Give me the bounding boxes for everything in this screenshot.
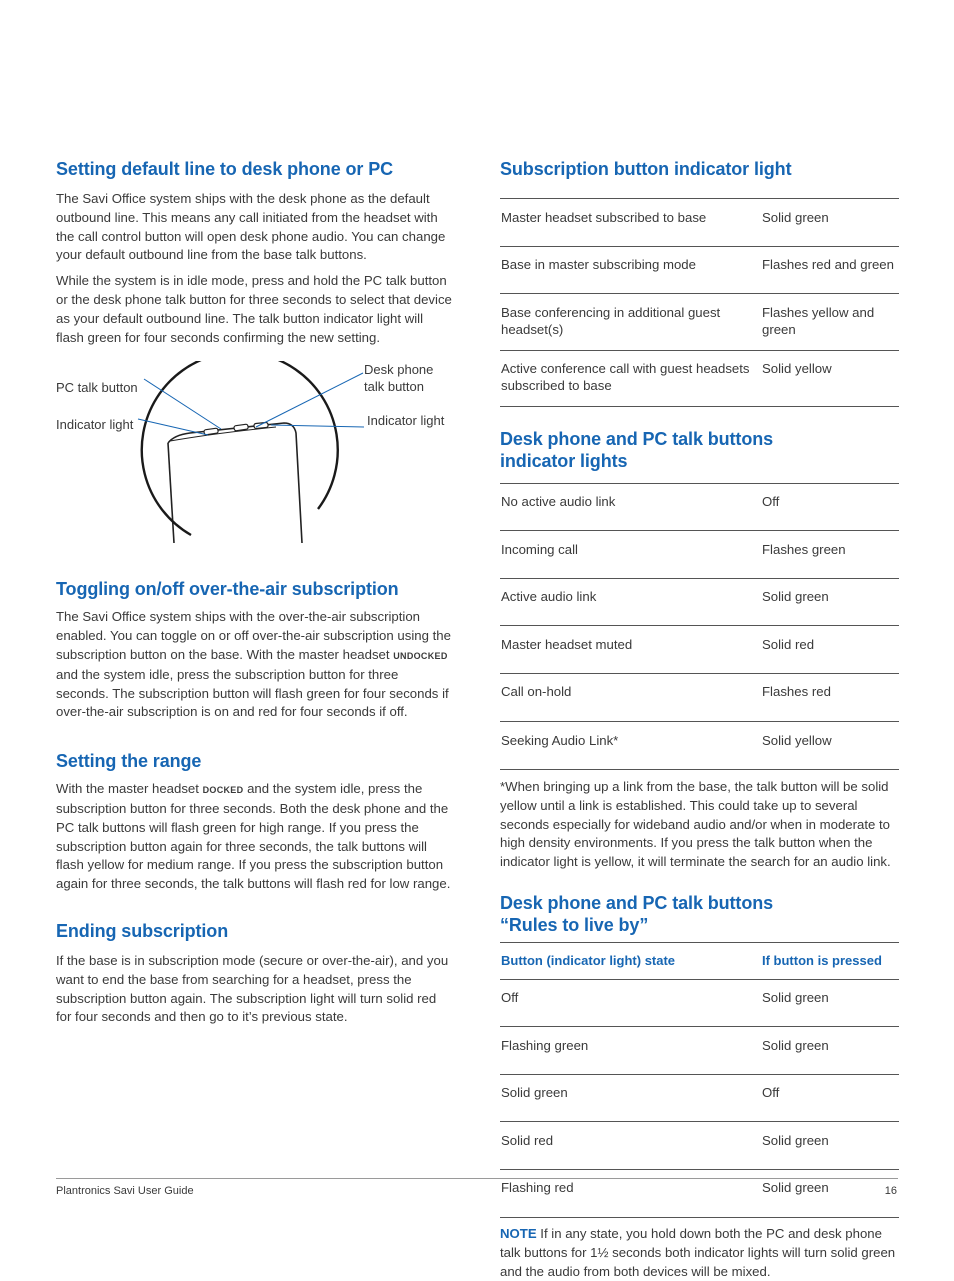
table-cell: Active conference call with guest headsets subscribed to base <box>500 351 762 407</box>
table-row <box>500 351 899 407</box>
title-line: “Rules to live by” <box>500 914 649 935</box>
table-cell: Flashing green <box>500 1026 762 1074</box>
right-column <box>500 158 899 1281</box>
table-cell: Base conferencing in additional guest headset(s) <box>500 294 762 351</box>
label-desk-phone-line2: talk button <box>364 379 424 395</box>
table-row <box>500 199 899 247</box>
table-cell: Solid green <box>762 579 899 626</box>
note-text: If in any state, you hold down both the PC and desk phone talk buttons for 1½ seconds both indicator lights will turn solid green and the audio from both devices will be mixed. <box>500 1225 896 1279</box>
table-cell: Active audio link <box>500 579 762 626</box>
table-row <box>500 1121 899 1169</box>
column-header: Button (indicator light) state <box>500 942 762 979</box>
paragraph: If the base is in subscription mode (secure or over-the-air), and you want to end the base from searching for a headset, press the subscription button again. The subscription light will turn solid red for four seconds and then go to it’s previous state. <box>56 952 449 1025</box>
table-row <box>500 531 899 579</box>
table-row <box>500 722 899 770</box>
subscription-light-table <box>500 198 899 407</box>
paragraph <box>56 608 454 722</box>
text: With the master headset <box>56 781 203 797</box>
table-cell: Flashing red <box>500 1169 762 1217</box>
table-row <box>500 1026 899 1074</box>
table-cell: Incoming call <box>500 531 762 579</box>
section-title-default-line: Setting default line to desk phone or PC <box>56 159 394 179</box>
page-number: 16 <box>884 1185 897 1197</box>
table-row <box>500 484 899 531</box>
table-cell: Solid green <box>762 1121 899 1169</box>
table-cell: Solid green <box>762 979 899 1026</box>
section-title-rules <box>500 892 899 936</box>
label-desk-phone-line1: Desk phone <box>364 362 434 378</box>
table-cell: Solid green <box>762 1026 899 1074</box>
talk-buttons-lights-table <box>500 483 899 770</box>
paragraph: While the system is in idle mode, press and hold the PC talk button or the desk phone talk button for three seconds to select that device as your default outbound line. The talk button indicator light will flash green for four seconds confirming the new setting. <box>56 273 452 345</box>
note <box>500 1225 899 1281</box>
section-title-talk-buttons-lights <box>500 428 899 472</box>
paragraph <box>56 780 454 894</box>
title-line: Desk phone and PC talk buttons <box>500 429 774 449</box>
title-line: indicator lights <box>500 451 628 471</box>
table-cell: Off <box>762 1074 899 1121</box>
label-indicator-light-right: Indicator light <box>367 413 445 429</box>
section-title-range: Setting the range <box>56 751 202 772</box>
table-cell: Solid green <box>762 199 899 247</box>
text: and the system idle, press the subscription button for three seconds. The subscription button will flash green for four seconds if over-the-air subscription is on and red for four seconds if off. <box>56 666 449 720</box>
table-cell: Solid red <box>762 626 899 674</box>
table-cell: No active audio link <box>500 484 762 531</box>
footnote: *When bringing up a link from the base, the talk button will be solid yellow until a link is established. This could take up to several seconds especially for wideband audio and/or when in moderate to high density environments. If you press the talk button when the indicator light is yellow, it will terminate the search for an audio link. <box>500 779 891 870</box>
title-line: Desk phone and PC talk buttons <box>500 892 774 913</box>
text: and the system idle, press the subscription button for three seconds. Both the desk phone and the PC talk buttons will flash green for high range. If you press the subscription button again for three seconds, the talk buttons will flash yellow for medium range. If you press the subscription button again for three seconds, the talk buttons will flash red for low range. <box>56 781 451 892</box>
column-header: If button is pressed <box>762 942 899 979</box>
table-row <box>500 979 899 1026</box>
table-cell: Base in master subscribing mode <box>500 247 762 294</box>
footer-title: Plantronics Savi User Guide <box>56 1185 194 1197</box>
paragraph: The Savi Office system ships with the desk phone as the default outbound line. This means any call initiated from the headset with the call control button will open desk phone audio. You can change your default outbound line from the base talk buttons. <box>56 191 446 263</box>
table-cell: Master headset subscribed to base <box>500 199 762 247</box>
table-cell: Master headset muted <box>500 626 762 674</box>
table-row <box>500 1074 899 1121</box>
note-label: NOTE <box>500 1225 537 1241</box>
text: The Savi Office system ships with the over-the-air subscription enabled. You can toggle on or off over-the-air subscription using the subscription button on the base. With the master headset <box>56 609 451 662</box>
label-indicator-light-left: Indicator light <box>56 417 134 433</box>
rules-table <box>500 942 899 1218</box>
table-cell: Solid red <box>500 1121 762 1169</box>
table-cell: Call on-hold <box>500 674 762 722</box>
table-row <box>500 579 899 626</box>
table-cell: Seeking Audio Link* <box>500 722 762 770</box>
left-column <box>56 158 454 1027</box>
page-footer <box>56 1178 898 1197</box>
label-pc-talk-button: PC talk button <box>56 380 138 396</box>
table-row <box>500 674 899 722</box>
section-title-ending-subscription: Ending subscription <box>56 920 229 941</box>
table-cell: Solid yellow <box>762 351 899 407</box>
table-cell: Off <box>762 484 899 531</box>
table-cell: Flashes red <box>762 674 899 722</box>
section-title-subscription-light: Subscription button indicator light <box>500 159 792 179</box>
table-cell: Flashes yellow and green <box>762 294 899 351</box>
table-cell: Solid green <box>500 1074 762 1121</box>
term-undocked: UNDOCKED <box>393 650 448 661</box>
base-figure <box>56 361 454 543</box>
table-header-row <box>500 942 899 979</box>
table-cell: Flashes red and green <box>762 247 899 294</box>
section-title-ota-subscription: Toggling on/off over-the-air subscription <box>56 579 399 600</box>
table-cell: Solid yellow <box>762 722 899 770</box>
table-cell: Solid green <box>762 1169 899 1217</box>
table-row <box>500 247 899 294</box>
table-cell: Flashes green <box>762 531 899 579</box>
table-row <box>500 626 899 674</box>
term-docked: DOCKED <box>202 785 244 796</box>
table-cell: Off <box>500 979 762 1026</box>
table-row <box>500 294 899 351</box>
